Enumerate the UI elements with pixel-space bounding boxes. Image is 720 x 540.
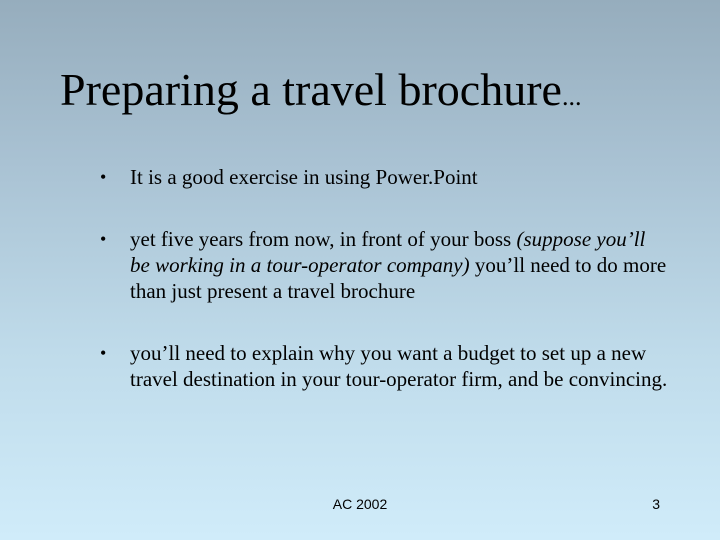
bullet-item xyxy=(100,164,670,190)
bullet-dot: • xyxy=(100,229,107,249)
bullet-item xyxy=(100,340,670,392)
bullet-text-italic: (suppose you’ll be working in a tour-operator company) xyxy=(130,227,646,277)
bullet-list xyxy=(100,164,670,392)
bullet-item xyxy=(100,226,670,304)
slide-title xyxy=(60,62,700,125)
bullet-text: It is a good exercise in using Power.Point xyxy=(130,165,478,189)
slide-number: 3 xyxy=(652,496,660,512)
bullet-text: you’ll need to explain why you want a budget to set up a new travel destination in your tour-operator firm, and be convincing. xyxy=(130,341,668,391)
title-text: Preparing a travel brochure xyxy=(60,64,562,115)
bullet-dot: • xyxy=(100,343,107,363)
footer-text: AC 2002 xyxy=(332,496,388,512)
title-ellipsis: ... xyxy=(561,82,582,111)
bullet-dot: • xyxy=(100,167,107,187)
bullet-text-end: you’ll need to do more than just present a travel brochure xyxy=(130,253,667,303)
bullet-text xyxy=(130,227,666,303)
bullet-text-start: yet five years from now, in front of your boss xyxy=(130,227,517,251)
